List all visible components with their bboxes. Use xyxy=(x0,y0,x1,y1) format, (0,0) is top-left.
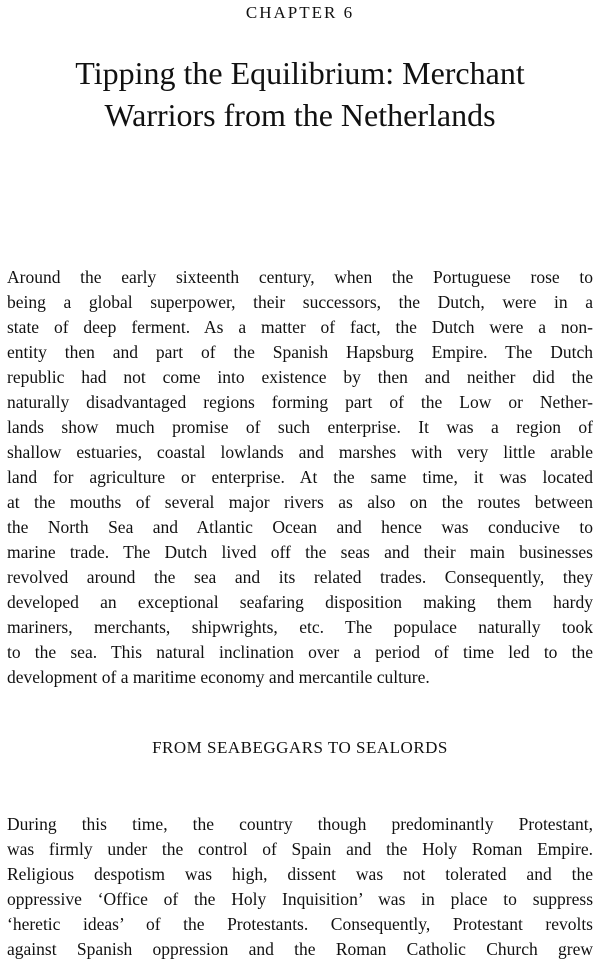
text-line: revolved around the sea and its related trades. Consequently, they xyxy=(7,567,593,587)
text-line: entity then and part of the Spanish Hapsburg Empire. The Dutch xyxy=(7,342,593,362)
text-line: against Spanish oppression and the Roman Catholic Church grew xyxy=(7,939,593,959)
chapter-title-line: Warriors from the Netherlands xyxy=(104,97,496,133)
text-line: mariners, merchants, shipwrights, etc. The populace naturally took xyxy=(7,617,593,637)
text-line: being a global superpower, their successors, the Dutch, were in a xyxy=(7,292,593,312)
text-line: naturally disadvantaged regions forming part of the Low or Nether- xyxy=(7,392,593,412)
text-line: to the sea. This natural inclination over a period of time led to the xyxy=(7,642,593,662)
text-line: During this time, the country though predominantly Protestant, xyxy=(7,814,593,834)
text-line: shallow estuaries, coastal lowlands and marshes with very little arable xyxy=(7,442,593,462)
text-line: was firmly under the control of Spain and the Holy Roman Empire. xyxy=(7,839,593,859)
text-line: oppressive ‘Office of the Holy Inquisition’ was in place to suppress xyxy=(7,889,593,909)
text-line: land for agriculture or enterprise. At the same time, it was located xyxy=(7,467,593,487)
chapter-label: CHAPTER 6 xyxy=(245,3,355,22)
text-line: Religious despotism was high, dissent was not tolerated and the xyxy=(7,864,593,884)
text-line: republic had not come into existence by then and neither did the xyxy=(7,367,593,387)
text-line: the North Sea and Atlantic Ocean and hence was conducive to xyxy=(7,517,593,537)
chapter-title-line: Tipping the Equilibrium: Merchant xyxy=(75,55,525,91)
text-line: ‘heretic ideas’ of the Protestants. Consequently, Protestant revolts xyxy=(7,914,593,934)
section-heading: FROM SEABEGGARS TO SEALORDS xyxy=(152,738,448,757)
text-line: marine trade. The Dutch lived off the seas and their main businesses xyxy=(7,542,593,562)
body-paragraph-1 xyxy=(7,265,593,690)
text-line: Around the early sixteenth century, when the Portuguese rose to xyxy=(7,267,593,287)
text-line: at the mouths of several major rivers as also on the routes between xyxy=(7,492,593,512)
text-line: developed an exceptional seafaring disposition making them hardy xyxy=(7,592,593,612)
chapter-title xyxy=(20,52,580,136)
body-paragraph-2 xyxy=(7,812,593,962)
text-line: lands show much promise of such enterprise. It was a region of xyxy=(7,417,593,437)
text-line: development of a maritime economy and mercantile culture. xyxy=(7,667,430,687)
text-line: state of deep ferment. As a matter of fact, the Dutch were a non- xyxy=(7,317,593,337)
